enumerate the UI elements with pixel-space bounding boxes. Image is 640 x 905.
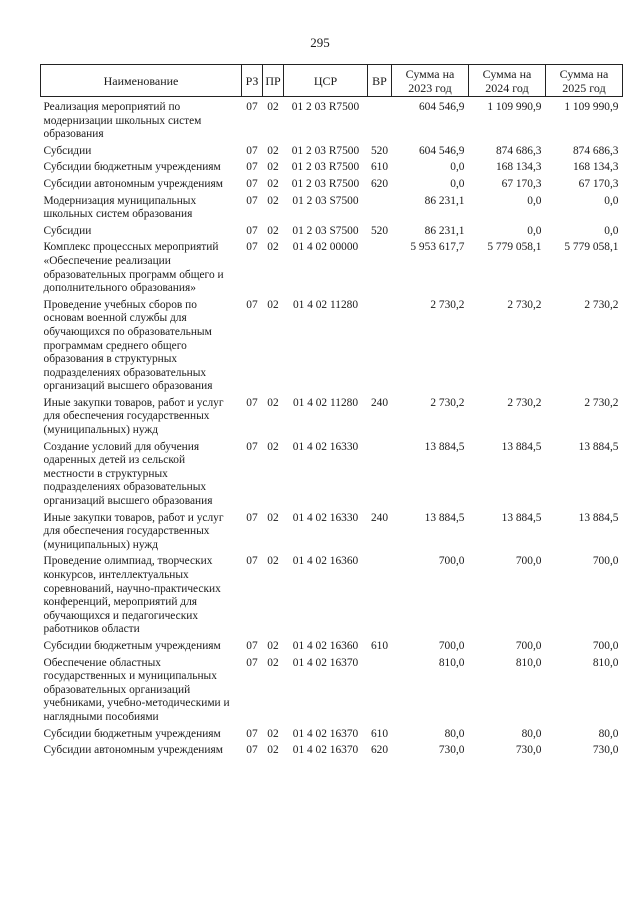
row-pr: 02 bbox=[267, 744, 279, 757]
row-rz: 07 bbox=[246, 396, 258, 409]
row-name: Субсидии бюджетным учреждениям bbox=[43, 639, 221, 652]
row-sum-2023: 0,0 bbox=[450, 161, 465, 174]
table-row bbox=[41, 161, 623, 178]
table-row bbox=[41, 512, 623, 556]
table-header-row bbox=[41, 65, 623, 97]
header-sum-2023: Сумма на 2023 год bbox=[392, 65, 469, 97]
row-csr: 01 4 02 16330 bbox=[292, 511, 359, 524]
row-sum-2025: 874 686,3 bbox=[572, 144, 619, 157]
row-csr: 01 4 02 16370 bbox=[292, 727, 359, 740]
row-sum-2025: 80,0 bbox=[598, 727, 619, 740]
row-sum-2023: 13 884,5 bbox=[424, 511, 465, 524]
row-pr: 02 bbox=[267, 298, 279, 311]
table-row bbox=[41, 145, 623, 162]
row-vr bbox=[368, 441, 392, 512]
row-sum-2025: 13 884,5 bbox=[578, 440, 619, 453]
row-pr: 02 bbox=[267, 639, 279, 652]
row-sum-2025: 2 730,2 bbox=[584, 298, 619, 311]
row-pr: 02 bbox=[267, 224, 279, 237]
row-rz: 07 bbox=[246, 298, 258, 311]
table-row bbox=[41, 728, 623, 745]
row-sum-2024: 700,0 bbox=[515, 639, 542, 652]
row-sum-2023: 810,0 bbox=[438, 656, 465, 669]
row-rz: 07 bbox=[246, 639, 258, 652]
row-pr: 02 bbox=[267, 396, 279, 409]
row-csr: 01 2 03 R7500 bbox=[291, 144, 360, 157]
row-sum-2024: 80,0 bbox=[521, 727, 542, 740]
row-sum-2024: 168 134,3 bbox=[495, 161, 542, 174]
row-name: Комплекс процессных мероприятий «Обеспечение реализации образовательных программ общего и дополнительного образования» bbox=[43, 241, 224, 295]
header-rz: РЗ bbox=[242, 65, 263, 97]
row-rz: 07 bbox=[246, 241, 258, 254]
row-name: Модернизация муниципальных школьных систем образования bbox=[43, 194, 197, 221]
row-csr: 01 4 02 16360 bbox=[292, 639, 359, 652]
table-row bbox=[41, 397, 623, 441]
header-sum-2024: Сумма на 2024 год bbox=[469, 65, 546, 97]
row-sum-2024: 730,0 bbox=[515, 744, 542, 757]
header-name: Наименование bbox=[41, 65, 242, 97]
table-row bbox=[41, 441, 623, 512]
row-sum-2024: 700,0 bbox=[515, 555, 542, 568]
row-sum-2025: 700,0 bbox=[592, 639, 619, 652]
table-row bbox=[41, 241, 623, 298]
row-vr: 610 bbox=[370, 161, 389, 174]
row-rz: 07 bbox=[246, 744, 258, 757]
row-rz: 07 bbox=[246, 144, 258, 157]
row-pr: 02 bbox=[267, 194, 279, 207]
row-pr: 02 bbox=[267, 511, 279, 524]
row-sum-2024: 5 779 058,1 bbox=[487, 241, 542, 254]
row-name: Субсидии бюджетным учреждениям bbox=[43, 727, 221, 740]
row-sum-2023: 700,0 bbox=[438, 639, 465, 652]
row-name: Субсидии bbox=[43, 144, 92, 157]
row-name: Субсидии бюджетным учреждениям bbox=[43, 161, 221, 174]
row-sum-2025: 168 134,3 bbox=[572, 161, 619, 174]
table-row bbox=[41, 299, 623, 397]
row-vr bbox=[368, 195, 392, 225]
row-rz: 07 bbox=[246, 177, 258, 190]
row-csr: 01 4 02 16330 bbox=[292, 440, 359, 453]
table-body bbox=[41, 97, 623, 761]
row-sum-2024: 810,0 bbox=[515, 656, 542, 669]
row-rz: 07 bbox=[246, 656, 258, 669]
row-pr: 02 bbox=[267, 144, 279, 157]
row-vr bbox=[368, 97, 392, 145]
row-csr: 01 4 02 16370 bbox=[292, 656, 359, 669]
table-row bbox=[41, 97, 623, 145]
row-vr bbox=[368, 241, 392, 298]
row-sum-2025: 0,0 bbox=[604, 194, 619, 207]
row-rz: 07 bbox=[246, 101, 258, 113]
row-sum-2025: 2 730,2 bbox=[584, 396, 619, 409]
row-csr: 01 2 03 S7500 bbox=[292, 194, 359, 207]
row-sum-2024: 874 686,3 bbox=[495, 144, 542, 157]
row-sum-2023: 700,0 bbox=[438, 555, 465, 568]
row-pr: 02 bbox=[267, 727, 279, 740]
row-sum-2024: 1 109 990,9 bbox=[487, 101, 542, 113]
header-vr: ВР bbox=[368, 65, 392, 97]
row-name: Проведение учебных сборов по основам военной службы для обучающихся по образовательным программам среднего общего образования в структурных подразделениях образовательных организаций высшего образования bbox=[43, 298, 213, 393]
header-csr: ЦСР bbox=[284, 65, 368, 97]
header-sum-2025: Сумма на 2025 год bbox=[546, 65, 623, 97]
table-row bbox=[41, 225, 623, 242]
row-rz: 07 bbox=[246, 194, 258, 207]
row-vr bbox=[368, 657, 392, 728]
row-pr: 02 bbox=[267, 440, 279, 453]
row-sum-2025: 810,0 bbox=[592, 656, 619, 669]
row-csr: 01 4 02 16360 bbox=[292, 555, 359, 568]
row-rz: 07 bbox=[246, 511, 258, 524]
row-csr: 01 4 02 11280 bbox=[292, 298, 359, 311]
row-pr: 02 bbox=[267, 101, 279, 113]
table-row bbox=[41, 744, 623, 761]
row-csr: 01 2 03 R7500 bbox=[291, 101, 360, 113]
row-csr: 01 2 03 R7500 bbox=[291, 177, 360, 190]
row-sum-2024: 67 170,3 bbox=[501, 177, 542, 190]
row-vr: 620 bbox=[370, 177, 389, 190]
row-rz: 07 bbox=[246, 440, 258, 453]
row-rz: 07 bbox=[246, 727, 258, 740]
row-sum-2023: 0,0 bbox=[450, 177, 465, 190]
row-sum-2025: 700,0 bbox=[592, 555, 619, 568]
row-vr: 240 bbox=[370, 396, 389, 409]
row-rz: 07 bbox=[246, 224, 258, 237]
page-number: 295 bbox=[310, 35, 330, 50]
row-sum-2025: 67 170,3 bbox=[578, 177, 619, 190]
row-vr: 620 bbox=[370, 744, 389, 757]
row-pr: 02 bbox=[267, 555, 279, 568]
row-sum-2023: 604 546,9 bbox=[418, 144, 465, 157]
row-sum-2023: 80,0 bbox=[444, 727, 465, 740]
row-csr: 01 4 02 00000 bbox=[292, 241, 359, 254]
row-sum-2024: 13 884,5 bbox=[501, 511, 542, 524]
row-sum-2023: 604 546,9 bbox=[418, 101, 465, 113]
table-row bbox=[41, 640, 623, 657]
table-row bbox=[41, 178, 623, 195]
row-vr: 240 bbox=[370, 511, 389, 524]
row-vr: 520 bbox=[370, 224, 389, 237]
row-csr: 01 4 02 16370 bbox=[292, 744, 359, 757]
row-name: Реализация мероприятий по модернизации школьных систем образования bbox=[43, 101, 202, 141]
row-csr: 01 2 03 R7500 bbox=[291, 161, 360, 174]
row-name: Иные закупки товаров, работ и услуг для обеспечения государственных (муниципальных) нужд bbox=[43, 511, 224, 551]
row-name: Субсидии bbox=[43, 224, 92, 237]
row-sum-2023: 2 730,2 bbox=[430, 298, 465, 311]
table-row bbox=[41, 657, 623, 728]
row-sum-2025: 5 779 058,1 bbox=[564, 241, 619, 254]
row-name: Субсидии автономным учреждениям bbox=[43, 744, 223, 757]
row-name: Создание условий для обучения одаренных детей из сельской местности в структурных подразделениях образовательных организаций высшего образования bbox=[43, 440, 213, 508]
row-csr: 01 2 03 S7500 bbox=[292, 224, 359, 237]
row-sum-2024: 2 730,2 bbox=[507, 298, 542, 311]
header-pr: ПР bbox=[263, 65, 284, 97]
row-name: Обеспечение областных государственных и муниципальных образовательных организаций учебниками, учебно-методическими и наглядными пособиями bbox=[43, 656, 230, 723]
row-sum-2025: 0,0 bbox=[604, 224, 619, 237]
row-csr: 01 4 02 11280 bbox=[292, 396, 359, 409]
row-pr: 02 bbox=[267, 161, 279, 174]
budget-table bbox=[40, 64, 623, 761]
row-sum-2025: 730,0 bbox=[592, 744, 619, 757]
row-sum-2024: 0,0 bbox=[527, 224, 542, 237]
row-sum-2025: 13 884,5 bbox=[578, 511, 619, 524]
row-sum-2023: 86 231,1 bbox=[424, 224, 465, 237]
row-pr: 02 bbox=[267, 241, 279, 254]
row-vr bbox=[368, 555, 392, 640]
row-name: Субсидии автономным учреждениям bbox=[43, 177, 223, 190]
table-row bbox=[41, 555, 623, 640]
row-vr: 520 bbox=[370, 144, 389, 157]
row-sum-2023: 86 231,1 bbox=[424, 194, 465, 207]
row-sum-2023: 5 953 617,7 bbox=[410, 241, 465, 254]
table-row bbox=[41, 195, 623, 225]
row-sum-2023: 730,0 bbox=[438, 744, 465, 757]
row-rz: 07 bbox=[246, 555, 258, 568]
row-rz: 07 bbox=[246, 161, 258, 174]
row-sum-2025: 1 109 990,9 bbox=[564, 101, 619, 113]
row-sum-2023: 13 884,5 bbox=[424, 440, 465, 453]
row-sum-2024: 2 730,2 bbox=[507, 396, 542, 409]
row-vr bbox=[368, 299, 392, 397]
row-name: Проведение олимпиад, творческих конкурсов, интеллектуальных соревнований, научно-практических конференций, мероприятий для обучающихся и педагогических работников области bbox=[43, 555, 221, 636]
row-sum-2023: 2 730,2 bbox=[430, 396, 465, 409]
row-sum-2024: 0,0 bbox=[527, 194, 542, 207]
row-vr: 610 bbox=[370, 727, 389, 740]
row-vr: 610 bbox=[370, 639, 389, 652]
row-sum-2024: 13 884,5 bbox=[501, 440, 542, 453]
row-name: Иные закупки товаров, работ и услуг для обеспечения государственных (муниципальных) нужд bbox=[43, 396, 224, 437]
row-pr: 02 bbox=[267, 656, 279, 669]
row-pr: 02 bbox=[267, 177, 279, 190]
